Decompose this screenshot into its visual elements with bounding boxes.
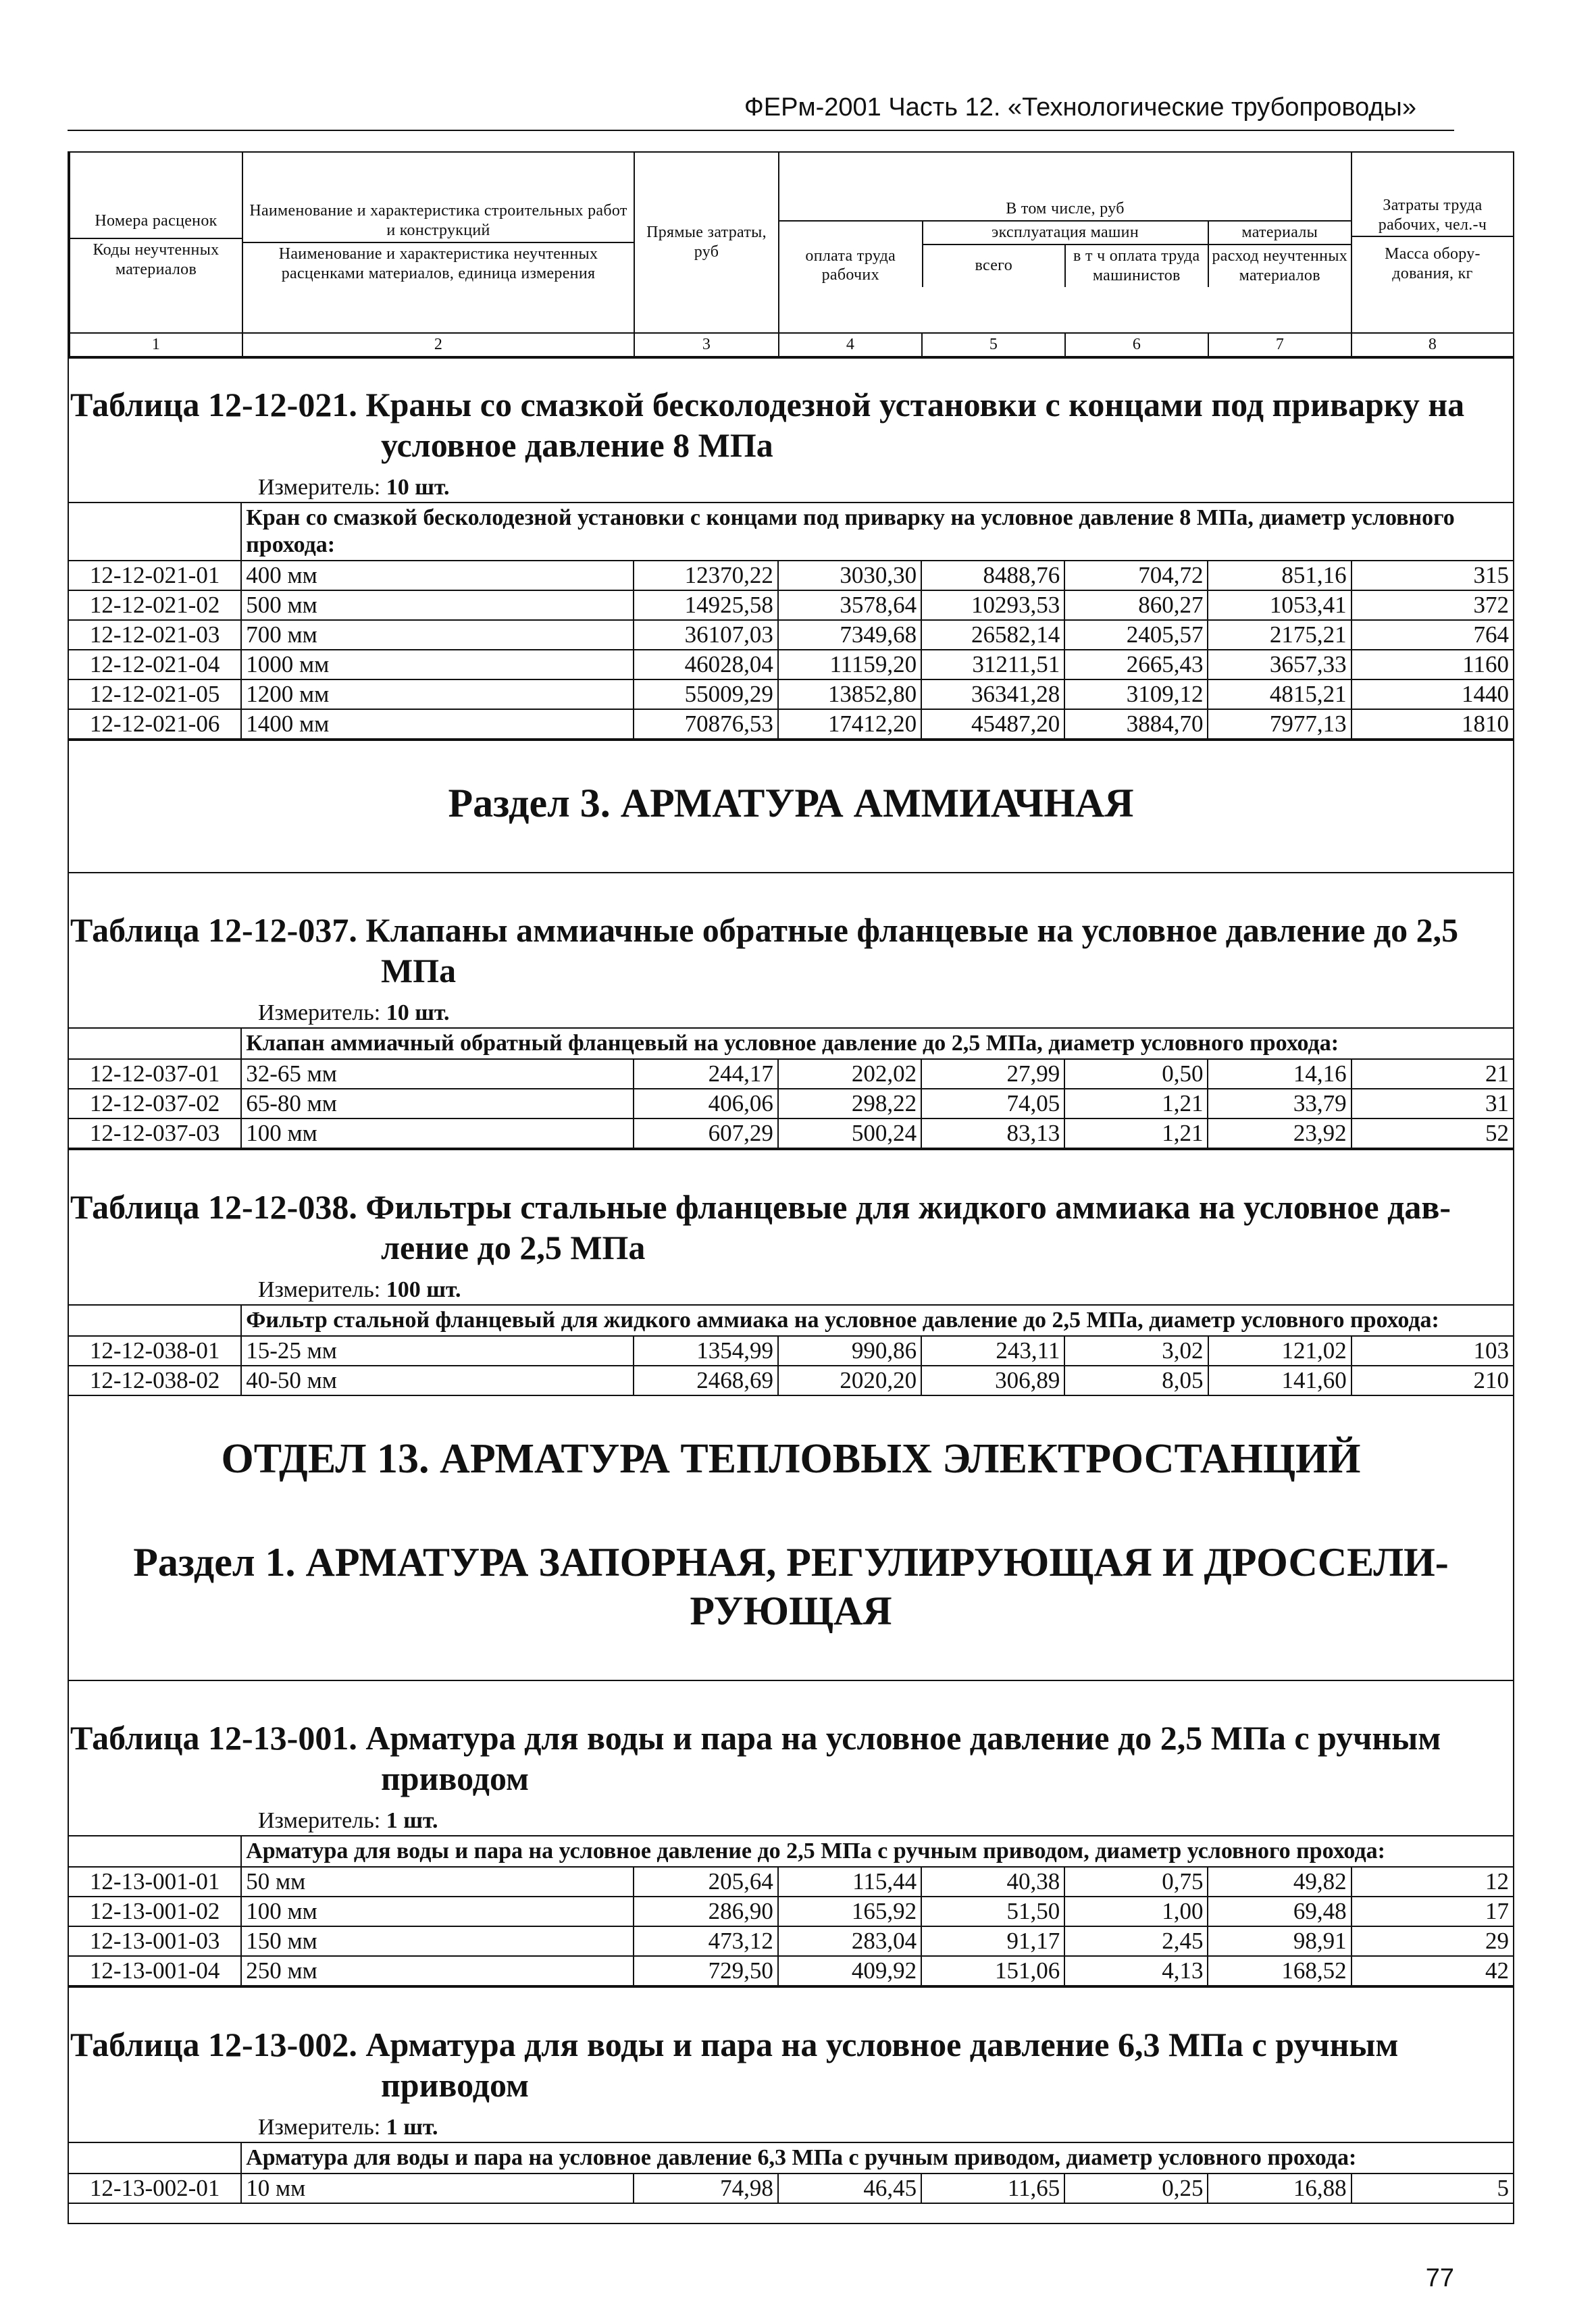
unit-value: 10 шт.	[386, 1000, 450, 1025]
work-name: 15-25 мм	[241, 1336, 634, 1366]
materials-cost: 4815,21	[1208, 679, 1351, 709]
table-title-line2: ление до 2,5 МПа	[381, 1228, 646, 1266]
table-row	[68, 1926, 1514, 1956]
materials-cost: 49,82	[1208, 1867, 1351, 1897]
table-row	[68, 1119, 1514, 1148]
table-unit	[69, 1276, 1513, 1304]
table-row	[68, 1089, 1514, 1119]
header-col2	[242, 152, 634, 333]
machines-total: 40,38	[921, 1867, 1064, 1897]
table-description: Кран со смазкой бесколодезной установки с концами под приварку на условное давление 8 МПа, диаметр условного прохода:	[241, 503, 1514, 561]
work-name: 32-65 мм	[241, 1059, 634, 1089]
table-title	[69, 384, 1513, 465]
labor-hours: 52	[1352, 1119, 1514, 1148]
price-table-section	[69, 1149, 1513, 1396]
table-title-text: Арматура для воды и пара на условное давление 6,3 МПа с ручным	[365, 2025, 1399, 2063]
worker-pay: 46,45	[778, 2174, 921, 2203]
header-col6: в т ч оплата труда машинистов	[1065, 245, 1208, 287]
rate-code: 12-12-021-06	[68, 709, 241, 739]
machinist-pay: 1,00	[1064, 1897, 1208, 1926]
machinist-pay: 860,27	[1064, 590, 1208, 620]
header-col3: Прямые затраты, руб	[634, 152, 779, 333]
table-title	[69, 910, 1513, 991]
table-unit	[69, 999, 1513, 1027]
worker-pay: 409,92	[778, 1956, 921, 1986]
materials-cost: 2175,21	[1208, 620, 1351, 650]
rates-table	[68, 1304, 1514, 1396]
table-row	[68, 561, 1514, 590]
unit-value: 10 шт.	[386, 474, 450, 500]
rate-code: 12-12-038-02	[68, 1366, 241, 1395]
table-row	[68, 709, 1514, 739]
rate-code: 12-12-037-02	[68, 1089, 241, 1119]
header-including	[779, 152, 1352, 333]
rate-code: 12-12-038-01	[68, 1336, 241, 1366]
worker-pay: 500,24	[778, 1119, 921, 1148]
col-number: 1	[70, 333, 242, 357]
header-col8-top: Затраты труда рабочих, чел.-ч	[1378, 196, 1487, 234]
work-name: 10 мм	[241, 2174, 634, 2203]
labor-hours: 1440	[1352, 679, 1514, 709]
labor-hours: 1810	[1352, 709, 1514, 739]
table-unit	[69, 2113, 1513, 2142]
work-name: 1400 мм	[241, 709, 634, 739]
machinist-pay: 0,25	[1064, 2174, 1208, 2203]
worker-pay: 7349,68	[778, 620, 921, 650]
table-title-line2: приводом	[381, 2065, 530, 2104]
table-row	[68, 620, 1514, 650]
machines-total: 74,05	[921, 1089, 1064, 1119]
direct-costs: 74,98	[634, 2174, 778, 2203]
machines-total: 31211,51	[921, 650, 1064, 679]
work-name: 500 мм	[241, 590, 634, 620]
table-title-line2: условное давление 8 МПа	[381, 426, 773, 464]
table-description-row	[68, 503, 1514, 561]
machinist-pay: 2,45	[1064, 1926, 1208, 1956]
direct-costs: 12370,22	[634, 561, 778, 590]
table-title-line2: МПа	[381, 951, 457, 989]
materials-cost: 23,92	[1208, 1119, 1351, 1148]
department-heading: ОТДЕЛ 13. АРМАТУРА ТЕПЛОВЫХ ЭЛЕКТРОСТАНЦИЙ	[221, 1435, 1361, 1482]
worker-pay: 17412,20	[778, 709, 921, 739]
table-title-text: Клапаны аммиачные обратные фланцевые на условное давление до 2,5	[365, 910, 1459, 949]
materials-cost: 98,91	[1208, 1926, 1351, 1956]
work-name: 250 мм	[241, 1956, 634, 1986]
rate-code: 12-13-001-04	[68, 1956, 241, 1986]
work-name: 100 мм	[241, 1119, 634, 1148]
labor-hours: 315	[1352, 561, 1514, 590]
unit-label: Измеритель:	[258, 1807, 381, 1833]
unit-label: Измеритель:	[258, 1277, 381, 1302]
labor-hours: 17	[1352, 1897, 1514, 1926]
table-title-text: Краны со смазкой бесколодезной установки с концами под приварку на	[365, 385, 1465, 423]
worker-pay: 298,22	[778, 1089, 921, 1119]
machinist-pay: 2665,43	[1064, 650, 1208, 679]
table-description: Арматура для воды и пара на условное давление 6,3 МПа с ручным приводом, диаметр условного прохода:	[241, 2142, 1514, 2174]
work-name: 100 мм	[241, 1897, 634, 1926]
running-title: ФЕРм-2001 Часть 12. «Технологические трубопроводы»	[744, 93, 1416, 122]
table-title-line1	[70, 384, 1513, 425]
document-body	[68, 151, 1514, 2224]
direct-costs: 14925,58	[634, 590, 778, 620]
direct-costs: 473,12	[634, 1926, 778, 1956]
materials-cost: 7977,13	[1208, 709, 1351, 739]
materials-cost: 16,88	[1208, 2174, 1351, 2203]
page-number: 77	[1425, 2264, 1454, 2292]
table-row	[68, 650, 1514, 679]
table-description-row	[68, 1836, 1514, 1867]
table-row	[68, 1366, 1514, 1395]
table-row	[68, 1897, 1514, 1926]
header-number-row	[70, 333, 1514, 357]
table-description: Фильтр стальной фланцевый для жидкого аммиака на условное давление до 2,5 МПа, диаметр условного прохода:	[241, 1305, 1514, 1336]
direct-costs: 729,50	[634, 1956, 778, 1986]
rates-table	[68, 1027, 1514, 1149]
col-number: 3	[634, 333, 779, 357]
table-description-row	[68, 1028, 1514, 1059]
table-title-line1	[70, 1187, 1513, 1227]
col-number: 8	[1352, 333, 1514, 357]
machines-total: 83,13	[921, 1119, 1064, 1148]
table-description: Клапан аммиачный обратный фланцевый на условное давление до 2,5 МПа, диаметр условного прохода:	[241, 1028, 1514, 1059]
col-number: 7	[1208, 333, 1352, 357]
table-number: Таблица 12-12-021.	[70, 385, 357, 423]
header-col2-bottom: Наименование и характеристика неучтенных расценками материалов, единица измерения	[243, 242, 634, 285]
description-spacer	[68, 2142, 241, 2174]
worker-pay: 283,04	[778, 1926, 921, 1956]
rate-code: 12-13-001-01	[68, 1867, 241, 1897]
worker-pay: 3578,64	[778, 590, 921, 620]
header-col2-top: Наименование и характеристика строительных работ и конструкций	[249, 202, 627, 240]
price-table-section	[69, 1680, 1513, 1986]
machines-total: 306,89	[921, 1366, 1064, 1395]
col-number: 6	[1065, 333, 1208, 357]
direct-costs: 2468,69	[634, 1366, 778, 1395]
worker-pay: 2020,20	[778, 1366, 921, 1395]
work-name: 40-50 мм	[241, 1366, 634, 1395]
header-col5: всего	[923, 245, 1066, 287]
machinist-pay: 1,21	[1064, 1119, 1208, 1148]
unit-value: 100 шт.	[386, 1277, 461, 1302]
labor-hours: 42	[1352, 1956, 1514, 1986]
work-name: 400 мм	[241, 561, 634, 590]
rate-code: 12-13-001-02	[68, 1897, 241, 1926]
rate-code: 12-12-021-04	[68, 650, 241, 679]
table-number: Таблица 12-13-002.	[70, 2025, 357, 2063]
unit-value: 1 шт.	[386, 1807, 438, 1833]
direct-costs: 406,06	[634, 1089, 778, 1119]
table-title	[69, 2024, 1513, 2105]
header-col1	[70, 152, 242, 333]
unit-value: 1 шт.	[386, 2114, 438, 2140]
machinist-pay: 1,21	[1064, 1089, 1208, 1119]
labor-hours: 12	[1352, 1867, 1514, 1897]
labor-hours: 103	[1352, 1336, 1514, 1366]
col-number: 2	[242, 333, 634, 357]
materials-cost: 14,16	[1208, 1059, 1351, 1089]
header-col1-bottom: Коды неучтенных материалов	[70, 238, 242, 281]
worker-pay: 202,02	[778, 1059, 921, 1089]
table-title-text: Фильтры стальные фланцевые для жидкого аммиака на условное дав-	[365, 1187, 1451, 1226]
table-row	[68, 590, 1514, 620]
table-title-line1	[70, 2024, 1513, 2065]
table-row	[68, 1956, 1514, 1986]
rate-code: 12-12-021-02	[68, 590, 241, 620]
description-spacer	[68, 1836, 241, 1867]
table-number: Таблица 12-12-038.	[70, 1187, 357, 1226]
labor-hours: 210	[1352, 1366, 1514, 1395]
machinist-pay: 3109,12	[1064, 679, 1208, 709]
rate-code: 12-12-021-03	[68, 620, 241, 650]
machines-total: 11,65	[921, 2174, 1064, 2203]
labor-hours: 21	[1352, 1059, 1514, 1089]
machines-total: 91,17	[921, 1926, 1064, 1956]
price-table-section	[69, 359, 1513, 740]
materials-cost: 168,52	[1208, 1956, 1351, 1986]
table-row	[68, 1059, 1514, 1089]
machinist-pay: 0,75	[1064, 1867, 1208, 1897]
rate-code: 12-12-021-05	[68, 679, 241, 709]
table-description: Арматура для воды и пара на условное давление до 2,5 МПа с ручным приводом, диаметр условного прохода:	[241, 1836, 1514, 1867]
table-row	[68, 1336, 1514, 1366]
materials-cost: 1053,41	[1208, 590, 1351, 620]
section-heading: Раздел 3. АРМАТУРА АММИАЧНАЯ	[69, 740, 1513, 872]
content-blocks	[69, 359, 1513, 2223]
machines-total: 27,99	[921, 1059, 1064, 1089]
table-title-line2: приводом	[381, 1759, 530, 1797]
rates-table	[68, 2142, 1514, 2204]
labor-hours: 1160	[1352, 650, 1514, 679]
machines-total: 45487,20	[921, 709, 1064, 739]
header-materials: материалы	[1208, 221, 1352, 245]
header-col4: оплата труда рабочих	[779, 245, 923, 287]
table-row	[68, 1867, 1514, 1897]
section-heading-line1: Раздел 1. АРМАТУРА ЗАПОРНАЯ, РЕГУЛИРУЮЩАЯ И ДРОССЕЛИ-	[133, 1539, 1449, 1585]
table-number: Таблица 12-12-037.	[70, 910, 357, 949]
price-table-section	[69, 872, 1513, 1149]
machines-total: 26582,14	[921, 620, 1064, 650]
table-title	[69, 1187, 1513, 1268]
direct-costs: 1354,99	[634, 1336, 778, 1366]
description-spacer	[68, 503, 241, 561]
rate-code: 12-13-001-03	[68, 1926, 241, 1956]
work-name: 700 мм	[241, 620, 634, 650]
table-title-text: Арматура для воды и пара на условное давление до 2,5 МПа с ручным	[365, 1718, 1441, 1757]
direct-costs: 70876,53	[634, 709, 778, 739]
header-col1-top: Номера расценок	[95, 211, 217, 230]
labor-hours: 764	[1352, 620, 1514, 650]
worker-pay: 13852,80	[778, 679, 921, 709]
machines-total: 36341,28	[921, 679, 1064, 709]
machinist-pay: 704,72	[1064, 561, 1208, 590]
rates-table	[68, 1835, 1514, 1986]
machinist-pay: 2405,57	[1064, 620, 1208, 650]
work-name: 1000 мм	[241, 650, 634, 679]
worker-pay: 11159,20	[778, 650, 921, 679]
machinist-pay: 3884,70	[1064, 709, 1208, 739]
materials-cost: 33,79	[1208, 1089, 1351, 1119]
table-unit	[69, 1807, 1513, 1835]
col-number: 4	[779, 333, 922, 357]
machines-total: 51,50	[921, 1897, 1064, 1926]
description-spacer	[68, 1305, 241, 1336]
machinist-pay: 8,05	[1064, 1366, 1208, 1395]
table-description-row	[68, 2142, 1514, 2174]
direct-costs: 205,64	[634, 1867, 778, 1897]
table-number: Таблица 12-13-001.	[70, 1718, 357, 1757]
labor-hours: 372	[1352, 590, 1514, 620]
materials-cost: 141,60	[1208, 1366, 1352, 1395]
work-name: 65-80 мм	[241, 1089, 634, 1119]
rate-code: 12-12-037-01	[68, 1059, 241, 1089]
table-row	[68, 2174, 1514, 2203]
materials-cost: 851,16	[1208, 561, 1351, 590]
description-spacer	[68, 1028, 241, 1059]
unit-label: Измеритель:	[258, 474, 381, 500]
header-col8-bottom: Масса обору-дования, кг	[1352, 236, 1513, 290]
direct-costs: 607,29	[634, 1119, 778, 1148]
rate-code: 12-13-002-01	[68, 2174, 241, 2203]
direct-costs: 46028,04	[634, 650, 778, 679]
column-header-table	[69, 151, 1514, 357]
worker-pay: 3030,30	[778, 561, 921, 590]
table-title	[69, 1718, 1513, 1799]
materials-cost: 121,02	[1208, 1336, 1352, 1366]
price-table-section	[69, 1986, 1513, 2204]
header-including-label: В том числе, руб	[1006, 200, 1125, 218]
col-number: 5	[922, 333, 1065, 357]
unit-label: Измеритель:	[258, 1000, 381, 1025]
rate-code: 12-12-021-01	[68, 561, 241, 590]
labor-hours: 5	[1352, 2174, 1514, 2203]
worker-pay: 115,44	[778, 1867, 921, 1897]
section-heading-line2: РУЮЩАЯ	[690, 1588, 892, 1633]
page-header	[68, 92, 1454, 131]
machines-total: 151,06	[921, 1956, 1064, 1986]
header-col7: расход неучтенных материалов	[1208, 245, 1352, 287]
direct-costs: 286,90	[634, 1897, 778, 1926]
machines-total: 8488,76	[921, 561, 1064, 590]
direct-costs: 36107,03	[634, 620, 778, 650]
work-name: 1200 мм	[241, 679, 634, 709]
worker-pay: 990,86	[778, 1336, 921, 1366]
direct-costs: 244,17	[634, 1059, 778, 1089]
rates-table	[68, 502, 1514, 740]
labor-hours: 31	[1352, 1089, 1514, 1119]
machinist-pay: 4,13	[1064, 1956, 1208, 1986]
labor-hours: 29	[1352, 1926, 1514, 1956]
materials-cost: 69,48	[1208, 1897, 1351, 1926]
header-col8	[1352, 152, 1514, 333]
work-name: 150 мм	[241, 1926, 634, 1956]
machines-total: 10293,53	[921, 590, 1064, 620]
materials-cost: 3657,33	[1208, 650, 1351, 679]
machinist-pay: 0,50	[1064, 1059, 1208, 1089]
table-title-line1	[70, 1718, 1513, 1758]
table-description-row	[68, 1305, 1514, 1336]
worker-pay: 165,92	[778, 1897, 921, 1926]
machines-total: 243,11	[921, 1336, 1064, 1366]
table-unit	[69, 473, 1513, 502]
section-heading	[69, 1511, 1513, 1680]
rate-code: 12-12-037-03	[68, 1119, 241, 1148]
work-name: 50 мм	[241, 1867, 634, 1897]
table-title-line1	[70, 910, 1513, 950]
header-machines: эксплуатация машин	[923, 221, 1208, 245]
direct-costs: 55009,29	[634, 679, 778, 709]
unit-label: Измеритель:	[258, 2114, 381, 2140]
machinist-pay: 3,02	[1064, 1336, 1208, 1366]
table-row	[68, 679, 1514, 709]
